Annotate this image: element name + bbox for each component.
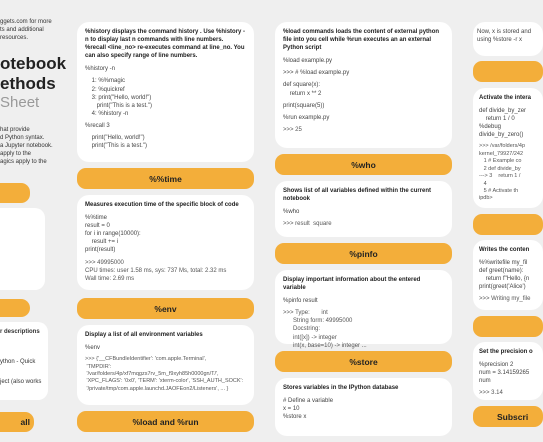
writefile-output: >>> Writing my_file — [479, 296, 531, 303]
history-code-3: %recall 3 — [85, 122, 110, 129]
pinfo-card — [275, 270, 452, 349]
history-desc: %history displays the command history . Use %history -n to display last n commands with line numbers. %recall <line_no> re-executes command at line_no. You can also specify range of line numbers. — [85, 29, 246, 60]
col3-header-2 — [473, 214, 543, 235]
title-line2: ethods — [0, 74, 56, 93]
load-code-2: >>> # %load example.py — [283, 70, 350, 77]
history-code-2: 1: %%magic 2: %quickref 3: print("Hello, world!") print("This is a test.") 4: %history -n — [91, 78, 152, 117]
time-header: %%time — [77, 168, 254, 189]
who-card — [275, 181, 452, 237]
writefile-code: %%writefile my_fil def greet(name): return f"Hello, {n print(greet('Alice') — [479, 260, 530, 291]
debug-code: def divide_by_zer return 1 / 0 %debug divide_by_zero() — [479, 108, 527, 139]
store-header: %store — [275, 351, 452, 372]
title-line1: otebook — [0, 54, 67, 73]
store-card — [275, 378, 452, 436]
store-desc: Stores variables in the IPython database — [283, 385, 399, 391]
left-header-2 — [0, 299, 30, 317]
desc-item-2: ject (also works — [0, 379, 42, 385]
intro-text: ggets.com for more ts and additional resources. — [0, 19, 52, 42]
env-card — [77, 325, 254, 405]
load-run-header: %load and %run — [77, 411, 254, 432]
col3-header-3 — [473, 316, 543, 337]
precision-output: >>> 3.14 — [479, 390, 503, 397]
subscribe-label: Subscri — [497, 411, 529, 422]
store-continued-text: Now, x is stored and using %store -r x — [477, 29, 532, 44]
who-code: %who — [283, 209, 300, 216]
pinfo-desc: Display important information about the entered variable — [283, 277, 421, 292]
env-header: %env — [77, 298, 254, 319]
desc-label: r descriptions — [0, 329, 40, 335]
env-desc: Display a list of all environment variables — [85, 332, 203, 338]
left-header-3 — [0, 412, 34, 432]
store-continued-card — [473, 22, 543, 56]
load-desc: %load commands loads the content of external python file into you cell while %run executes an an external Python script — [283, 29, 440, 52]
who-desc: Shows list of all variables defined within the current notebook — [283, 188, 432, 203]
debug-output: >>> /var/folders/4p kernel_79927/242 1 # Example co 2 def divide_by ---> 3 return 1 / 4 5 # Activate th ipdb> — [479, 143, 526, 202]
writefile-desc: Writes the conten — [479, 247, 530, 253]
time-code: %%time result = 0 for i in range(10000): result += i print(result) — [85, 215, 141, 254]
load-code-4: print(square(5)) — [283, 102, 325, 109]
env-code: %env — [85, 345, 101, 352]
left-header-1 — [0, 183, 30, 203]
col3-header-1 — [473, 61, 543, 82]
pinfo-header: %pinfo — [275, 243, 452, 264]
left-empty-card — [0, 208, 45, 290]
precision-code: %precision 2 num = 3.14159265 num — [479, 362, 530, 385]
time-card — [77, 195, 254, 290]
load-code-5: %run example.py — [283, 114, 330, 121]
debug-card — [473, 88, 543, 208]
debug-desc: Activate the intera — [479, 95, 532, 101]
time-output: >>> 49995000 CPU times: user 1.58 ms, sys: 737 Ms, total: 2.32 ms Wall time: 2.69 ms — [85, 259, 227, 282]
pinfo-output: >>> Type: int String form: 49995000 Docstring: int([x]) -> integer int(x, base=10) -> integer ... — [283, 310, 367, 349]
precision-desc: Set the precision o — [479, 349, 533, 355]
who-output: >>> result square — [283, 221, 332, 228]
load-output: >>> 25 — [283, 126, 302, 133]
store-code: # Define a variable x = 10 %store x — [283, 398, 334, 421]
writefile-card — [473, 240, 543, 310]
title-line3: Sheet — [0, 94, 40, 111]
history-code-1: %history -n — [85, 66, 116, 73]
precision-card — [473, 342, 543, 400]
pinfo-code: %pinfo result — [283, 298, 318, 305]
load-code-3: def square(x): return x ** 2 — [283, 82, 322, 97]
intro-paragraph: hat provide d Python syntax. a Jupyter notebook. apply to the agics apply to the — [0, 127, 53, 166]
time-desc: Measures execution time of the specific block of code — [85, 202, 239, 208]
load-card — [275, 22, 452, 148]
desc-item-1: ython - Quick — [0, 359, 36, 365]
left-header-3-label: all — [20, 417, 30, 427]
subscribe-header[interactable] — [473, 406, 543, 427]
who-header: %who — [275, 154, 452, 175]
env-output: >>> {'__CFBundleIdentifier': 'com.apple.Terminal', 'TMPDIR': '/var/folders/4p/xf7mqgzs7rv_5m_f9xyh85h0000gn/T/', 'XPC_FLAGS': '0x0', 'TERM': 'xterm-color', 'SSH_AUTH_SOCK': '/private/tmp/com.apple.launchd.JAOFEon2/Listeners', ... } — [85, 356, 244, 392]
history-code-4: print("Hello, world!") print("This is a test.") — [91, 135, 147, 150]
history-card — [77, 22, 254, 162]
load-code-1: %load example.py — [283, 58, 333, 65]
